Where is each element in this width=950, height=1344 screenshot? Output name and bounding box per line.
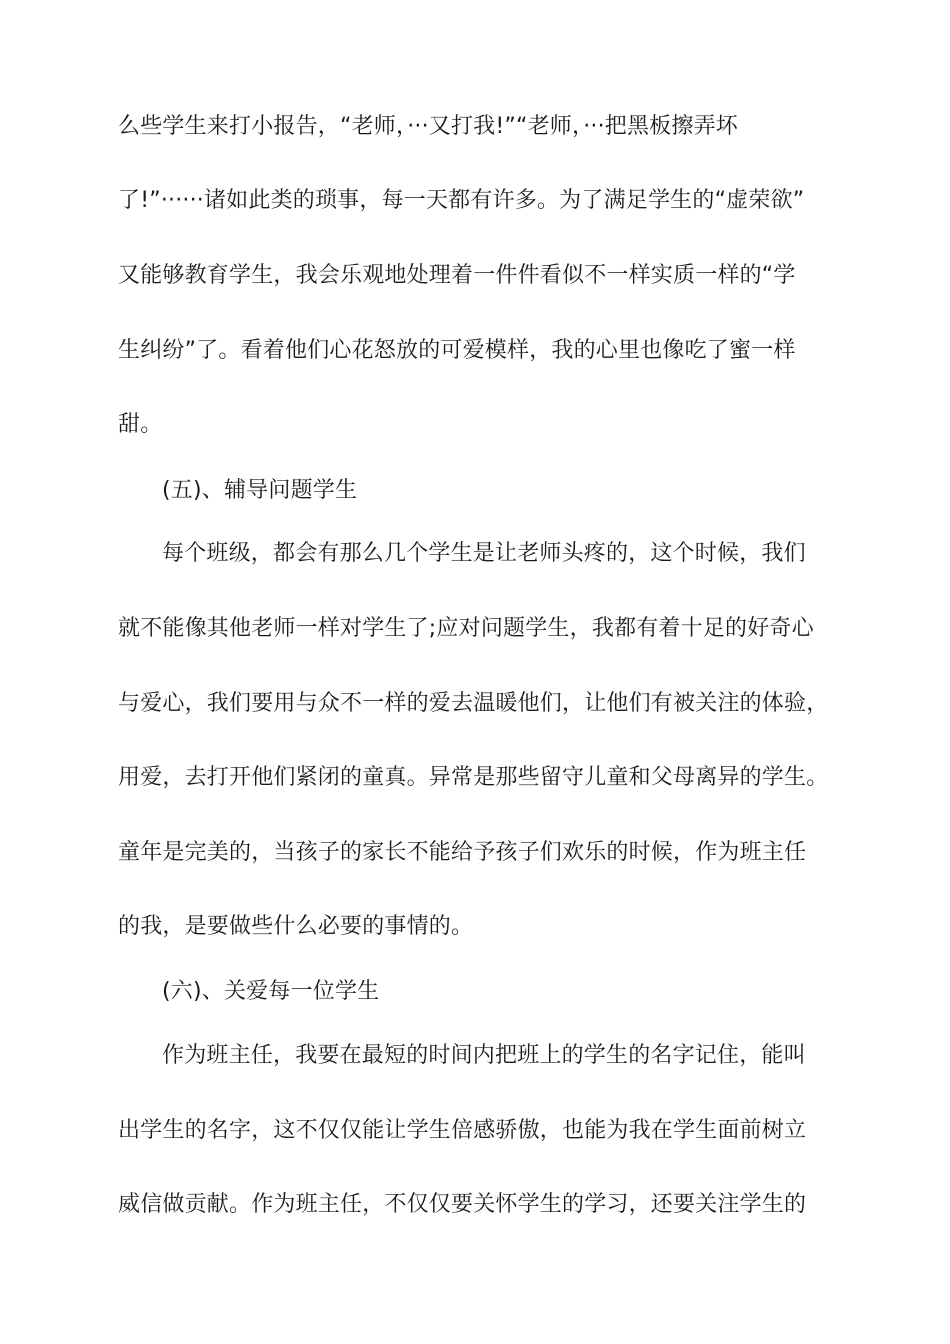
paragraph-line: 的我，是要做些什么必要的事情的。	[118, 914, 474, 939]
paragraph-line: 么些学生来打小报告，“老师，···又打我!”“老师，···把黑板擦弄坏	[118, 114, 738, 139]
paragraph-line: 了!”······诸如此类的琐事，每一天都有许多。为了满足学生的“虚荣欲”	[118, 188, 805, 213]
paragraph-line: 用爱，去打开他们紧闭的童真。异常是那些留守儿童和父母离异的学生。	[118, 765, 829, 790]
paragraph-line: 又能够教育学生，我会乐观地处理着一件件看似不一样实质一样的“学	[118, 263, 796, 288]
paragraph-line: 作为班主任，我要在最短的时间内把班上的学生的名字记住，能叫	[162, 1043, 806, 1068]
paragraph-line: 甜。	[118, 412, 163, 437]
section-heading: (六)、关爱每一位学生	[162, 979, 380, 1004]
paragraph-line: 每个班级，都会有那么几个学生是让老师头疼的，这个时候，我们	[162, 541, 806, 566]
paragraph-line: 就不能像其他老师一样对学生了;应对问题学生，我都有着十足的好奇心	[118, 616, 814, 641]
paragraph-line: 童年是完美的，当孩子的家长不能给予孩子们欢乐的时候，作为班主任	[118, 840, 807, 865]
paragraph-line: 出学生的名字，这不仅仅能让学生倍感骄傲，也能为我在学生面前树立	[118, 1118, 807, 1143]
paragraph-line: 与爱心，我们要用与众不一样的爱去温暖他们，让他们有被关注的体验，	[118, 691, 829, 716]
section-heading: (五)、辅导问题学生	[162, 478, 358, 503]
paragraph-line: 生纠纷”了。看着他们心花怒放的可爱模样，我的心里也像吃了蜜一样	[118, 338, 796, 363]
paragraph-line: 威信做贡献。作为班主任，不仅仅要关怀学生的学习，还要关注学生的	[118, 1192, 807, 1217]
